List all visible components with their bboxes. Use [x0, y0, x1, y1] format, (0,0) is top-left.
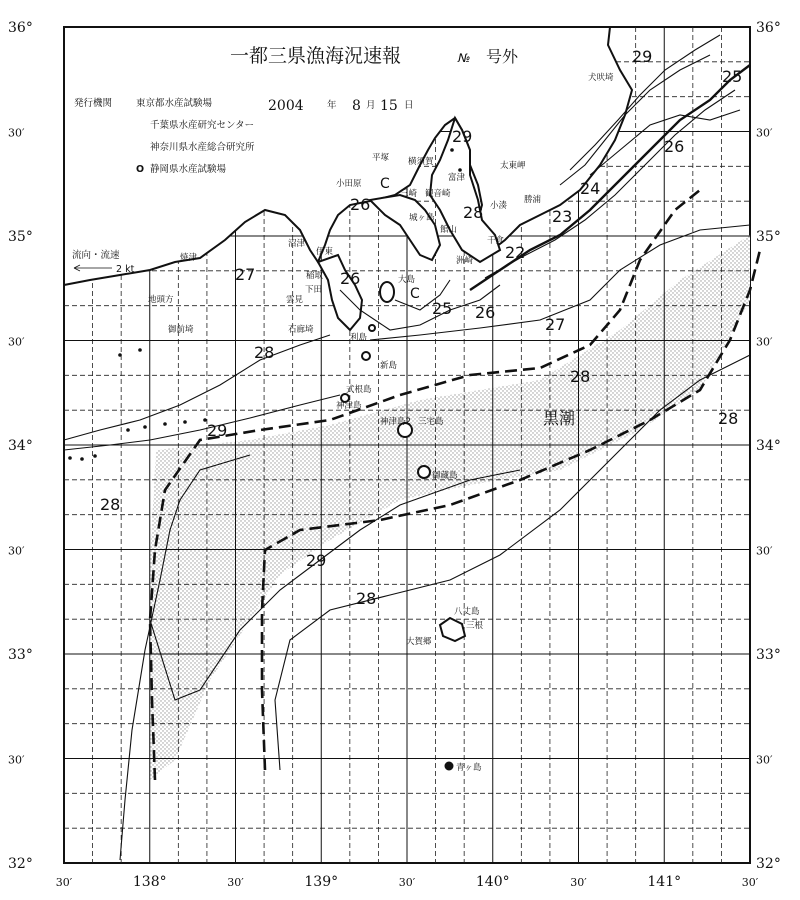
place-ito: 伊東 [316, 247, 334, 257]
lat-label: 30′ [8, 335, 25, 349]
lat-label: 30′ [8, 544, 25, 558]
place-yokosuka: 横須賀 [408, 157, 434, 167]
iso-label-28-sw: 28 [100, 495, 121, 514]
place-shimoda: 下田 [305, 285, 323, 295]
agency-4: 静岡県水産試験場 [150, 164, 227, 175]
mikura-island [418, 466, 430, 478]
lon-label: 30′ [741, 876, 759, 889]
lat-label: 32° [8, 856, 33, 872]
place-hiratsuka: 平塚 [372, 153, 390, 163]
place-inatori: 稲取 [306, 271, 324, 281]
place-irozaki: 石廊埼 [288, 325, 314, 335]
lat-label: 30′ [756, 335, 773, 349]
iso-label-27-east: 27 [545, 315, 566, 334]
iso-label-29-ne: 29 [632, 47, 653, 66]
iso-label-23: 23 [552, 207, 573, 226]
lon-label: 140° [475, 874, 510, 890]
lat-label: 30′ [756, 544, 773, 558]
niijima-island [362, 352, 370, 360]
place-oshima: 大島 [398, 275, 416, 285]
place-taitomisaki: 太東岬 [500, 161, 526, 171]
lat-label: 34° [756, 438, 781, 454]
report-title: 一都三県漁海況速報 [230, 45, 402, 67]
lon-label: 139° [304, 874, 339, 890]
iso-label-25-ne: 25 [722, 67, 743, 86]
publisher-label: 発行機関 [74, 98, 113, 109]
latitude-labels-left [8, 20, 33, 872]
iso-label-22: 22 [505, 243, 526, 262]
lon-label: 30′ [227, 876, 244, 889]
aogashima-island [446, 763, 453, 770]
date-nen: 年 [327, 100, 337, 111]
current-label-2: C [410, 286, 420, 302]
place-tateyama: 館山 [440, 225, 458, 235]
lon-label: 138° [132, 874, 167, 890]
lat-label: 36° [756, 20, 781, 36]
date-year: 2004 [268, 98, 304, 114]
lat-label: 30′ [8, 126, 25, 140]
place-ookago: 大賀郷 [406, 637, 432, 647]
lat-label: 30′ [756, 126, 773, 140]
current-label-1: C [380, 176, 390, 192]
iso-label-26-izu: 26 [340, 269, 361, 288]
lat-label: 36° [8, 20, 33, 36]
lat-label: 30′ [756, 753, 773, 767]
place-shikinejima: 式根島 [346, 385, 372, 395]
place-kumomi: 雲見 [286, 295, 304, 305]
place-numazu: 沼津 [288, 239, 306, 249]
iso-label-27-suruga: 27 [235, 265, 256, 284]
latitude-labels-right [756, 20, 781, 872]
iso-label-29-sw: 29 [306, 551, 327, 570]
iso-label-28-bay: 28 [463, 203, 484, 222]
place-mitsune: 三根 [466, 621, 484, 631]
agency-3: 神奈川県水産総合研究所 [150, 142, 255, 153]
agency-marker: O [136, 164, 145, 175]
iso-label-28-west: 28 [254, 343, 275, 362]
iso-label-28-south: 28 [356, 589, 377, 608]
iso-label-28-east: 28 [718, 409, 739, 428]
longitude-labels [56, 874, 759, 890]
place-jitogata: 地頭方 [148, 295, 174, 305]
place-kozushima: 神津島 [336, 401, 362, 411]
agency-2: 千葉県水産研究センター [150, 120, 255, 131]
date-gatsu: 月 [366, 100, 376, 111]
place-inubosaki: 犬吠埼 [588, 73, 614, 83]
iso-label-29-bay: 29 [452, 127, 473, 146]
iso-label-26-ne: 26 [664, 137, 685, 156]
place-hachijojima: 八丈島 [454, 607, 480, 617]
place-kominato: 小湊 [490, 201, 508, 211]
place-jogashima: 城ヶ島 [409, 213, 435, 223]
iso-label-26-oshima: 26 [475, 303, 496, 322]
place-mikurajima: 御蔵島 [432, 471, 458, 481]
date-day: 15 [380, 98, 398, 114]
place-sunosaki: 洲崎 [456, 256, 474, 266]
place-aogashima: 青ヶ島 [456, 763, 482, 773]
iso-label-24: 24 [580, 179, 601, 198]
place-futtsu: 富津 [448, 173, 466, 183]
place-kozushima-2: 神津島2 [380, 417, 411, 427]
iso-label-26-sagami: 26 [350, 195, 371, 214]
agency-1: 東京都水産試験場 [136, 98, 213, 109]
date-month: 8 [352, 98, 361, 114]
lat-label: 33° [756, 647, 781, 663]
date-nichi: 日 [404, 100, 414, 111]
issue-suffix: 号外 [486, 47, 519, 66]
kuroshio-label: 黒潮 [543, 409, 576, 428]
place-misaki: 三崎 [400, 189, 418, 199]
issue-number: № [458, 51, 471, 65]
place-kannonzaki: 観音崎 [425, 189, 451, 199]
current-legend-label: 流向・流速 [72, 250, 120, 261]
place-niijima: 新島 [380, 361, 398, 371]
lat-label: 30′ [8, 753, 25, 767]
place-toshima: 利島 [350, 333, 368, 343]
lat-label: 34° [8, 438, 33, 454]
iso-label-29-west: 29 [207, 421, 228, 440]
lon-label: 30′ [398, 876, 416, 889]
iso-label-28-kuroshio: 28 [570, 367, 591, 386]
lat-label: 32° [756, 856, 781, 872]
current-legend-scale: 2 kt [116, 264, 135, 275]
lat-label: 35° [756, 229, 781, 245]
toshima-island [369, 325, 375, 331]
place-odawara: 小田原 [336, 179, 362, 189]
lon-label: 30′ [55, 876, 73, 889]
lat-label: 33° [8, 647, 33, 663]
lat-label: 35° [8, 229, 33, 245]
iso-label-25-oshima: 25 [432, 299, 453, 318]
lon-label: 141° [647, 874, 682, 890]
oshima-island [380, 282, 394, 302]
place-katsuura: 勝浦 [524, 195, 542, 205]
place-yaizu: 焼津 [180, 253, 198, 263]
place-miyakejima: 三宅島 [418, 417, 444, 427]
place-chikura: 千倉 [487, 236, 505, 246]
lon-label: 30′ [570, 876, 587, 889]
place-omaezaki: 御前埼 [168, 325, 194, 335]
